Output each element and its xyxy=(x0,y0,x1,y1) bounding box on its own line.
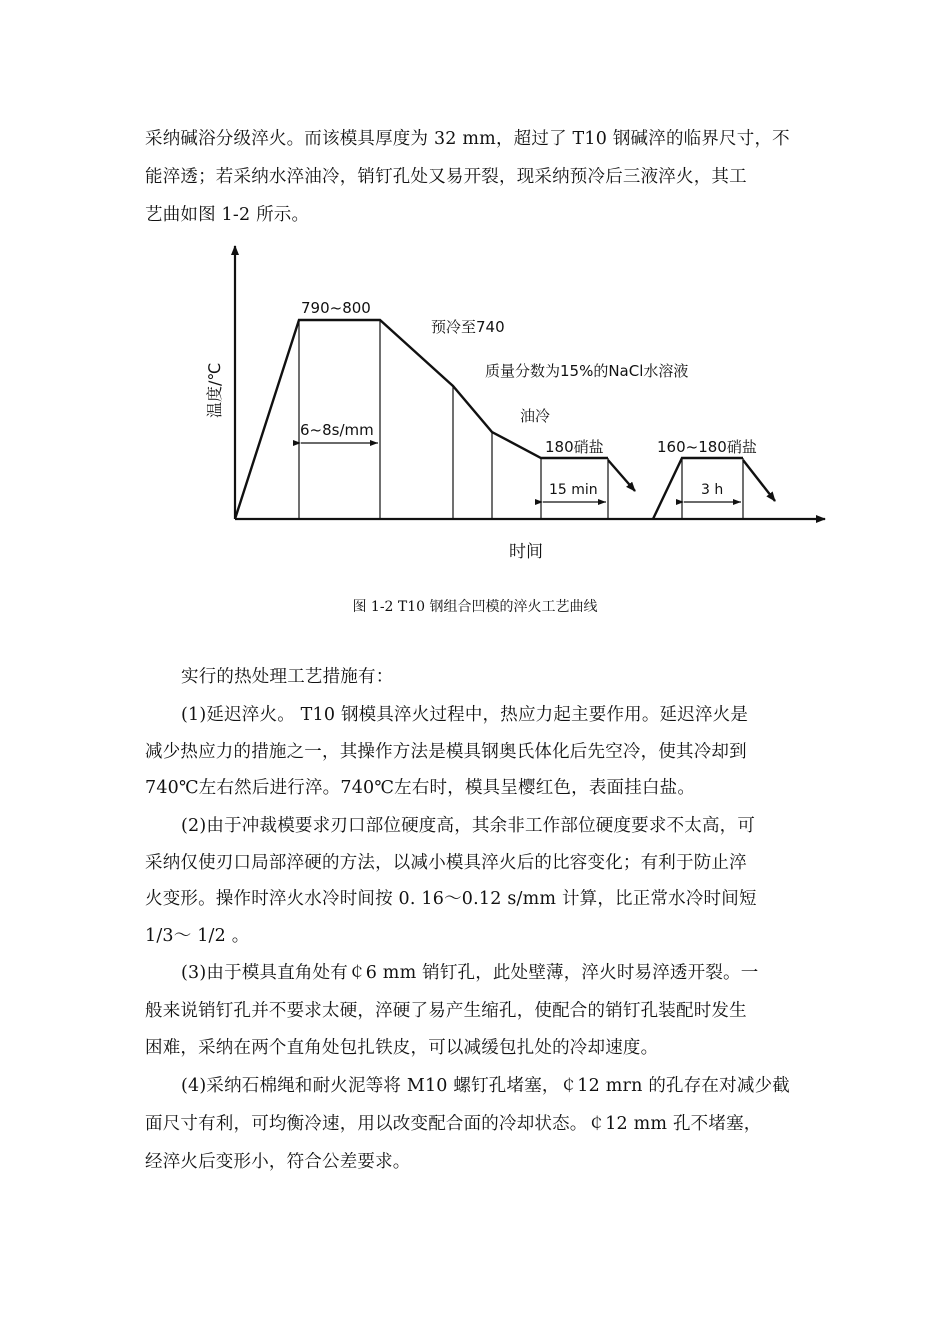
body-line: (1)延迟淬火。 T10 钢模具淬火过程中，热应力起主要作用。延迟淬火是 xyxy=(181,705,749,725)
oil-label: 油冷 xyxy=(520,407,551,425)
intro-line-3: 艺曲如图 1-2 所示。 xyxy=(145,205,310,225)
salt2-label: 160~180硝盐 xyxy=(657,438,757,456)
x-axis-label: 时间 xyxy=(509,542,543,562)
body-line: 困难，采纳在两个直角处包扎铁皮，可以减缓包扎处的冷却速度。 xyxy=(145,1038,659,1058)
body-line: 经淬火后变形小，符合公差要求。 xyxy=(145,1152,411,1172)
figure-caption: 图 1-2 T10 钢组合凹模的淬火工艺曲线 xyxy=(352,599,598,615)
tempering-curve xyxy=(653,458,743,519)
body-line: 740℃左右然后进行淬。740℃左右时，模具呈樱红色，表面挂白盐。 xyxy=(145,778,696,798)
salt2-time-label: 3 h xyxy=(701,482,724,498)
cooling-arrow-1 xyxy=(608,460,635,491)
body-line: (2)由于冲裁模要求刃口部位硬度高，其余非工作部位硬度要求不太高，可 xyxy=(181,816,756,836)
body-line: 1/3～ 1/2 。 xyxy=(145,926,250,946)
salt1-time-label: 15 min xyxy=(549,482,598,498)
intro-line-1: 采纳碱浴分级淬火。而该模具厚度为 32 mm，超过了 T10 钢碱淬的临界尺寸，不 xyxy=(145,129,790,149)
body-line: (4)采纳石棉绳和耐火泥等将 M10 螺钉孔堵塞，￠12 mrn 的孔存在对减少截 xyxy=(181,1076,790,1096)
body-line: 实行的热处理工艺措施有： xyxy=(181,667,394,687)
body-line: 采纳仅使刃口局部淬硬的方法，以减小模具淬火后的比容变化；有利于防止淬 xyxy=(145,853,747,873)
salt1-label: 180硝盐 xyxy=(545,438,604,456)
intro-line-2: 能淬透；若采纳水淬油冷，销钉孔处又易开裂，现采纳预冷后三液淬火，其工 xyxy=(145,167,747,187)
y-axis-label: 温度/℃ xyxy=(205,362,224,418)
quench-curve-diagram xyxy=(195,238,835,568)
peak-temp-label: 790~800 xyxy=(301,299,371,317)
quench-process-figure xyxy=(195,238,835,568)
body-line: 减少热应力的措施之一，其操作方法是模具钢奥氏体化后先空冷，使其冷却到 xyxy=(145,742,747,762)
nacl-label: 质量分数为15%的NaCl水溶液 xyxy=(485,362,689,380)
body-line: 般来说销钉孔并不要求太硬，淬硬了易产生缩孔，使配合的销钉孔装配时发生 xyxy=(145,1001,747,1021)
body-line: 火变形。操作时淬火水冷时间按 0. 16～0.12 s/mm 计算，比正常水冷时间短 xyxy=(145,889,757,909)
body-line: (3)由于模具直角处有￠6 mm 销钉孔，此处壁薄，淬火时易淬透开裂。一 xyxy=(181,963,759,983)
cooling-arrow-2 xyxy=(743,460,775,501)
body-line: 面尺寸有利，可均衡冷速，用以改变配合面的冷却状态。￠12 mm 孔不堵塞， xyxy=(145,1114,762,1134)
precool-label: 预冷至740 xyxy=(431,318,505,336)
hold-time-label: 6~8s/mm xyxy=(300,421,374,439)
